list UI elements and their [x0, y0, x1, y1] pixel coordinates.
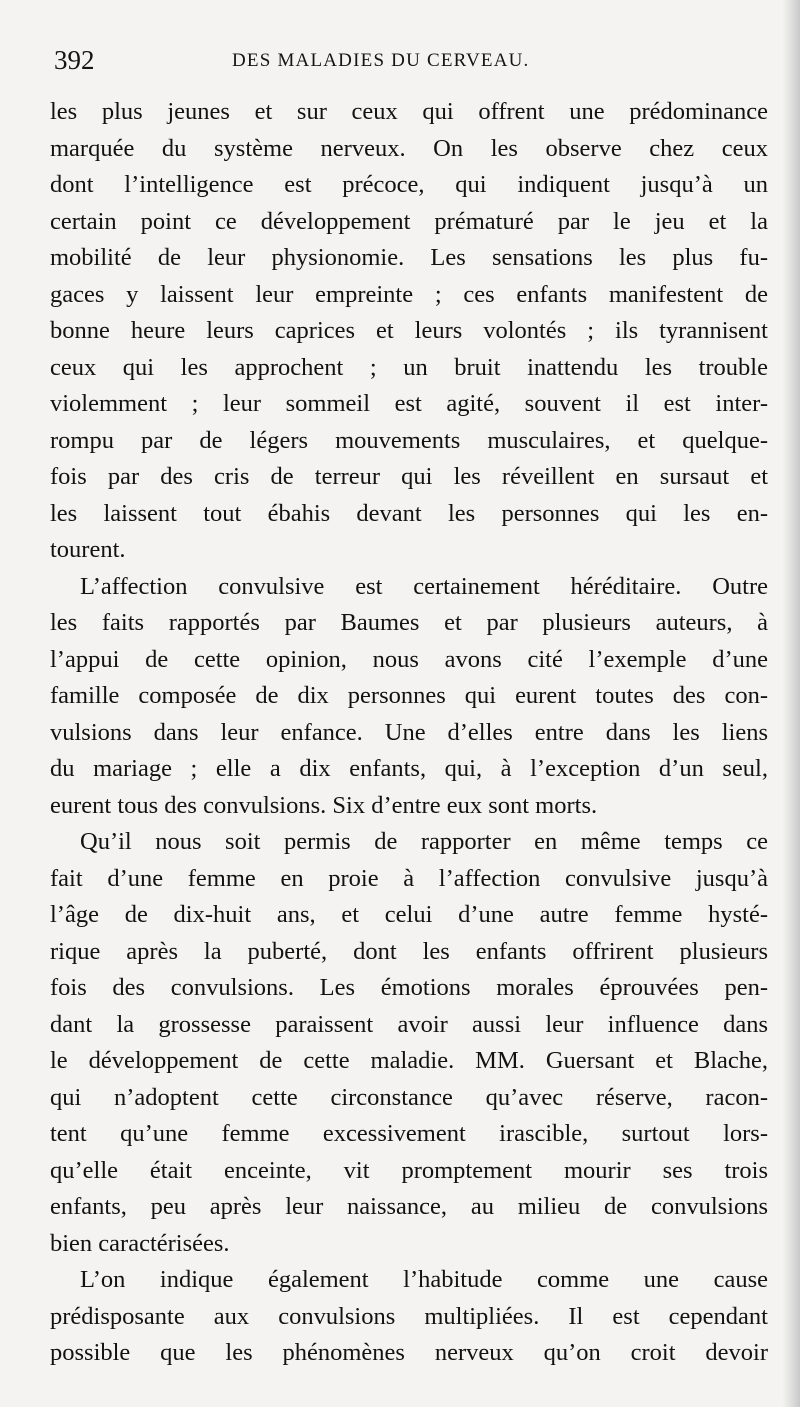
text-line: eurent tous des convulsions. Six d’entre eux sont morts.: [50, 791, 598, 819]
running-head: [54, 42, 774, 82]
text-line: tent qu’une femme excessivement irascible, surtout lors-: [50, 1120, 768, 1147]
text-line: le développement de cette maladie. MM. Guersant et Blache,: [50, 1047, 768, 1074]
text-line: bonne heure leurs caprices et leurs volontés ; ils tyrannisent: [50, 317, 768, 344]
text-line: L’on indique également l’habitude comme une cause: [80, 1266, 768, 1293]
text-line: les laissent tout ébahis devant les personnes qui les en-: [50, 499, 768, 527]
text-line: mobilité de leur physionomie. Les sensations les plus fu-: [50, 244, 768, 271]
text-line: L’affection convulsive est certainement héréditaire. Outre: [80, 572, 768, 600]
text-line: du mariage ; elle a dix enfants, qui, à l’exception d’un seul,: [50, 755, 768, 782]
text-line: possible que les phénomènes nerveux qu’on croit devoir: [50, 1339, 768, 1366]
text-line: gaces y laissent leur empreinte ; ces enfants manifestent de: [50, 280, 768, 308]
text-line: les plus jeunes et sur ceux qui offrent une prédominance: [50, 98, 768, 125]
paragraph: [50, 824, 768, 1262]
text-line: dant la grossesse paraissent avoir aussi leur influence dans: [50, 1010, 768, 1038]
text-line: l’appui de cette opinion, nous avons cité l’exemple d’une: [50, 645, 768, 673]
text-line: certain point ce développement prématuré par le jeu et la: [50, 207, 768, 235]
text-line: rique après la puberté, dont les enfants offrirent plusieurs: [50, 937, 768, 965]
page-number: 392: [54, 45, 95, 75]
text-line: bien caractérisées.: [50, 1229, 230, 1257]
text-line: dont l’intelligence est précoce, qui indiquent jusqu’à un: [50, 171, 768, 198]
running-title: DES MALADIES DU CERVEAU.: [232, 50, 530, 71]
text-line: prédisposante aux convulsions multipliées. Il est cependant: [50, 1302, 768, 1330]
text-line: ceux qui les approchent ; un bruit inattendu les trouble: [50, 353, 768, 381]
paragraph: [50, 569, 768, 825]
text-line: marquée du système nerveux. On les observe chez ceux: [50, 134, 768, 162]
text-line: qui n’adoptent cette circonstance qu’avec réserve, racon-: [50, 1083, 768, 1111]
text-line: famille composée de dix personnes qui eurent toutes des con-: [50, 682, 768, 709]
text-line: violemment ; leur sommeil est agité, souvent il est inter-: [50, 390, 768, 417]
text-line: l’âge de dix-huit ans, et celui d’une autre femme hysté-: [50, 901, 768, 928]
text-line: fait d’une femme en proie à l’affection convulsive jusqu’à: [50, 864, 768, 892]
text-line: tourent.: [50, 536, 126, 563]
text-line: fois par des cris de terreur qui les réveillent en sursaut et: [50, 463, 768, 490]
text-line: qu’elle était enceinte, vit promptement mourir ses trois: [50, 1156, 768, 1184]
text-line: Qu’il nous soit permis de rapporter en même temps ce: [80, 828, 768, 855]
text-line: vulsions dans leur enfance. Une d’elles entre dans les liens: [50, 718, 768, 746]
text-line: les faits rapportés par Baumes et par plusieurs auteurs, à: [50, 609, 768, 636]
text-line: rompu par de légers mouvements musculaires, et quelque-: [50, 426, 768, 454]
paragraph: [50, 94, 768, 569]
text-line: fois des convulsions. Les émotions morales éprouvées pen-: [50, 974, 768, 1001]
paragraph: [50, 1262, 768, 1372]
body-text: [50, 94, 768, 1372]
text-line: enfants, peu après leur naissance, au milieu de convulsions: [50, 1193, 768, 1220]
page-edge-shadow: [782, 0, 800, 1407]
